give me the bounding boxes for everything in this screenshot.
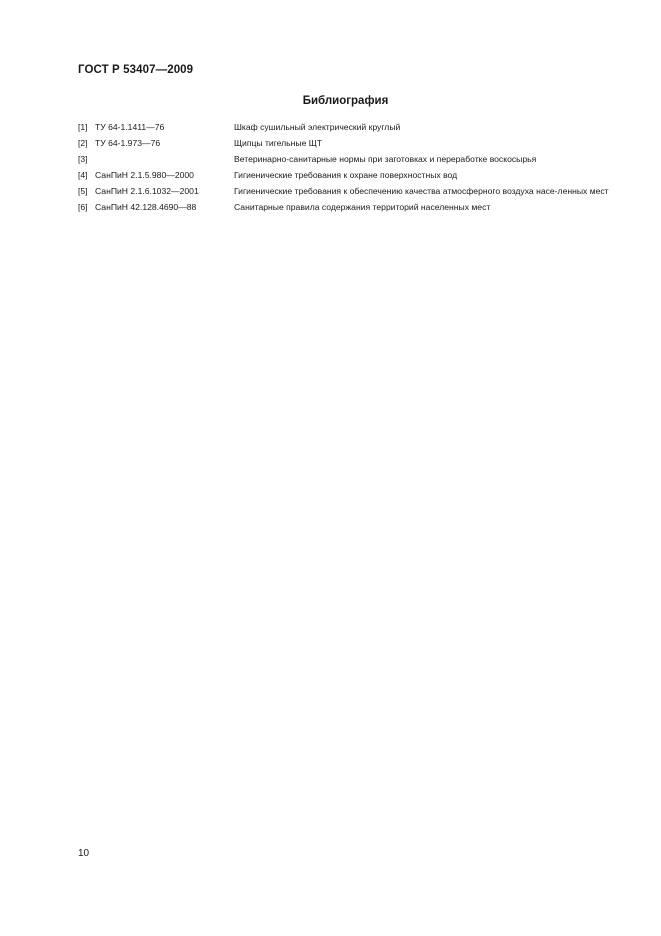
bibliography-item xyxy=(78,186,618,197)
item-number: [2] xyxy=(78,138,88,148)
bibliography-list xyxy=(78,122,618,218)
item-reference: ТУ 64-1.1411—76 xyxy=(95,122,165,132)
item-title: Ветеринарно-санитарные нормы при заготовках и переработке воскосырья xyxy=(234,154,537,164)
bibliography-item xyxy=(78,154,618,165)
item-number: [3] xyxy=(78,154,88,164)
bibliography-item xyxy=(78,170,618,181)
item-number: [1] xyxy=(78,122,88,132)
bibliography-item xyxy=(78,138,618,149)
item-reference: СанПиН 42.128.4690—88 xyxy=(95,202,197,212)
item-reference: ТУ 64-1.973—76 xyxy=(95,138,161,148)
item-reference: СанПиН 2.1.5.980—2000 xyxy=(95,170,194,180)
item-number: [5] xyxy=(78,186,88,196)
item-number: [4] xyxy=(78,170,88,180)
bibliography-item xyxy=(78,122,618,133)
item-reference xyxy=(95,154,234,165)
document-code: ГОСТ Р 53407—2009 xyxy=(78,64,194,76)
item-title: Гигиенические требования к охране поверхностных вод xyxy=(234,170,458,180)
item-title: Санитарные правила содержания территорий населенных мест xyxy=(234,202,491,212)
item-reference: СанПиН 2.1.6.1032—2001 xyxy=(95,186,199,196)
item-title: Щипцы тигельные ЩТ xyxy=(234,138,323,148)
page-number: 10 xyxy=(78,848,90,859)
item-title: Шкаф сушильный электрический круглый xyxy=(234,122,401,132)
item-number: [6] xyxy=(78,202,88,212)
bibliography-item xyxy=(78,202,618,213)
section-title: Библиография xyxy=(302,95,389,107)
item-title: Гигиенические требования к обеспечению качества атмосферного воздуха насе-ленных мест xyxy=(234,186,609,196)
